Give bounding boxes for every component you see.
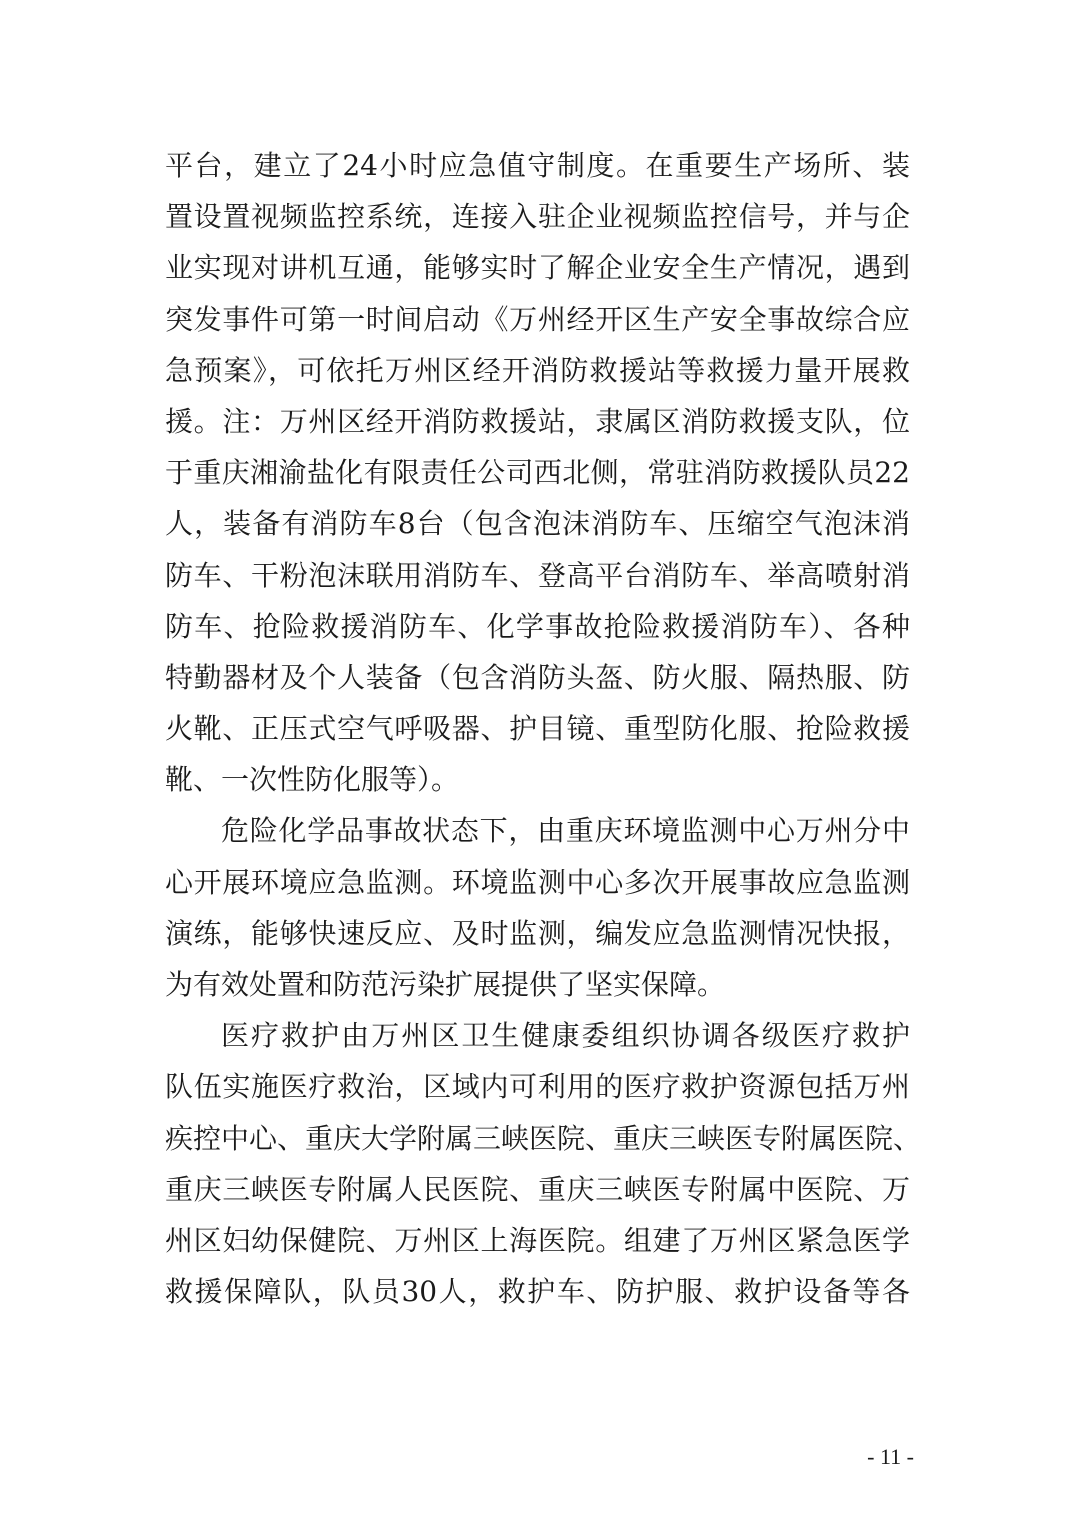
text-line: 火靴、正压式空气呼吸器、护目镜、重型防化服、抢险救援 [165,712,910,746]
text-line: 靴、一次性防化服等）。 [165,763,460,797]
text-line: 急预案》，可依托万州区经开消防救援站等救援力量开展救 [165,353,910,387]
text-line: 特勤器材及个人装备（包含消防头盔、防火服、隔热服、防 [165,660,910,694]
text-line: 救援保障队，队员30人，救护车、防护服、救护设备等各 [165,1275,910,1309]
text-line: 队伍实施医疗救治，区域内可利用的医疗救护资源包括万州 [165,1070,910,1104]
page-number: - 11 - [867,1444,914,1469]
text-line: 重庆三峡医专附属人民医院、重庆三峡医专附属中医院、万 [165,1172,910,1206]
text-line: 于重庆湘渝盐化有限责任公司西北侧，常驻消防救援队员22 [165,456,910,490]
text-line: 为有效处置和防范污染扩展提供了坚实保障。 [165,968,726,1001]
text-line: 医疗救护由万州区卫生健康委组织协调各级医疗救护 [221,1019,910,1053]
text-line: 防车、干粉泡沫联用消防车、登高平台消防车、举高喷射消 [165,558,910,592]
text-line: 业实现对讲机互通，能够实时了解企业安全生产情况，遇到 [165,251,910,285]
text-line: 州区妇幼保健院、万州区上海医院。组建了万州区紧急医学 [165,1223,910,1257]
text-line: 演练，能够快速反应、及时监测，编发应急监测情况快报， [165,916,910,950]
text-line: 危险化学品事故状态下，由重庆环境监测中心万州分中 [221,814,910,848]
text-line: 心开展环境应急监测。环境监测中心多次开展事故应急监测 [165,865,910,899]
text-line: 平台，建立了24小时应急值守制度。在重要生产场所、装 [165,149,910,182]
text-line: 置设置视频监控系统，连接入驻企业视频监控信号，并与企 [165,200,910,234]
text-line: 突发事件可第一时间启动《万州经开区生产安全事故综合应 [165,302,910,336]
text-line: 人，装备有消防车8台（包含泡沫消防车、压缩空气泡沫消 [165,507,910,541]
text-line: 防车、抢险救援消防车、化学事故抢险救援消防车）、各种 [165,609,910,643]
body-text [165,140,922,1317]
text-line: 援。注：万州区经开消防救援站，隶属区消防救援支队，位 [165,404,910,438]
text-line: 疾控中心、重庆大学附属三峡医院、重庆三峡医专附属医院、 [165,1121,922,1155]
